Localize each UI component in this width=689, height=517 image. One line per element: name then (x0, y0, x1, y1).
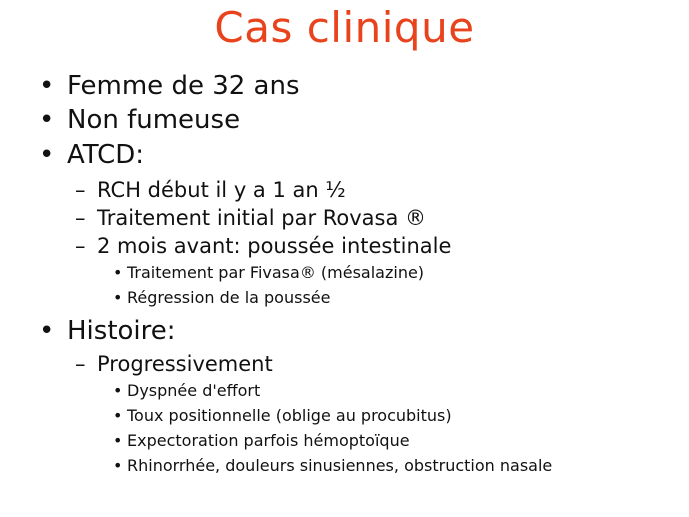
list-item (113, 380, 261, 402)
list-item-text: Non fumeuse (67, 105, 241, 135)
dash-icon: – (75, 352, 86, 376)
list-item-text: Histoire: (67, 316, 176, 346)
list-item-text: Femme de 32 ans (67, 71, 300, 101)
bullet-icon: • (113, 288, 123, 307)
list-item-text: Régression de la poussée (127, 288, 331, 307)
bullet-icon: • (113, 431, 123, 450)
list-item (113, 287, 331, 309)
list-item (75, 177, 346, 203)
list-item (113, 430, 410, 452)
list-item-text: Progressivement (97, 352, 273, 376)
list-item (113, 405, 452, 427)
list-item (113, 455, 553, 477)
list-item-text: Traitement par Fivasa® (mésalazine) (127, 263, 425, 282)
bullet-icon: • (39, 316, 55, 346)
list-item-text: Rhinorrhée, douleurs sinusiennes, obstruction nasale (127, 456, 553, 475)
list-item (75, 233, 452, 259)
list-item (39, 104, 241, 136)
bullet-icon: • (39, 105, 55, 135)
list-item (113, 262, 425, 284)
list-item (39, 70, 300, 102)
bullet-icon: • (113, 263, 123, 282)
bullet-icon: • (39, 140, 55, 170)
list-item (39, 315, 176, 347)
bullet-icon: • (113, 456, 123, 475)
list-item-text: ATCD: (67, 140, 145, 170)
list-item-text: Toux positionnelle (oblige au procubitus) (127, 406, 452, 425)
list-item (75, 205, 427, 231)
list-item-text: Traitement initial par Rovasa ® (97, 206, 427, 230)
list-item-text: 2 mois avant: poussée intestinale (97, 234, 452, 258)
bullet-icon: • (39, 71, 55, 101)
dash-icon: – (75, 178, 86, 202)
dash-icon: – (75, 234, 86, 258)
list-item-text: Expectoration parfois hémoptoïque (127, 431, 410, 450)
bullet-icon: • (113, 406, 123, 425)
list-item (75, 351, 273, 377)
list-item (39, 139, 145, 171)
slide-title: Cas clinique (214, 3, 475, 52)
list-item-text: RCH début il y a 1 an ½ (97, 178, 346, 202)
dash-icon: – (75, 206, 86, 230)
bullet-icon: • (113, 381, 123, 400)
list-item-text: Dyspnée d'effort (127, 381, 261, 400)
